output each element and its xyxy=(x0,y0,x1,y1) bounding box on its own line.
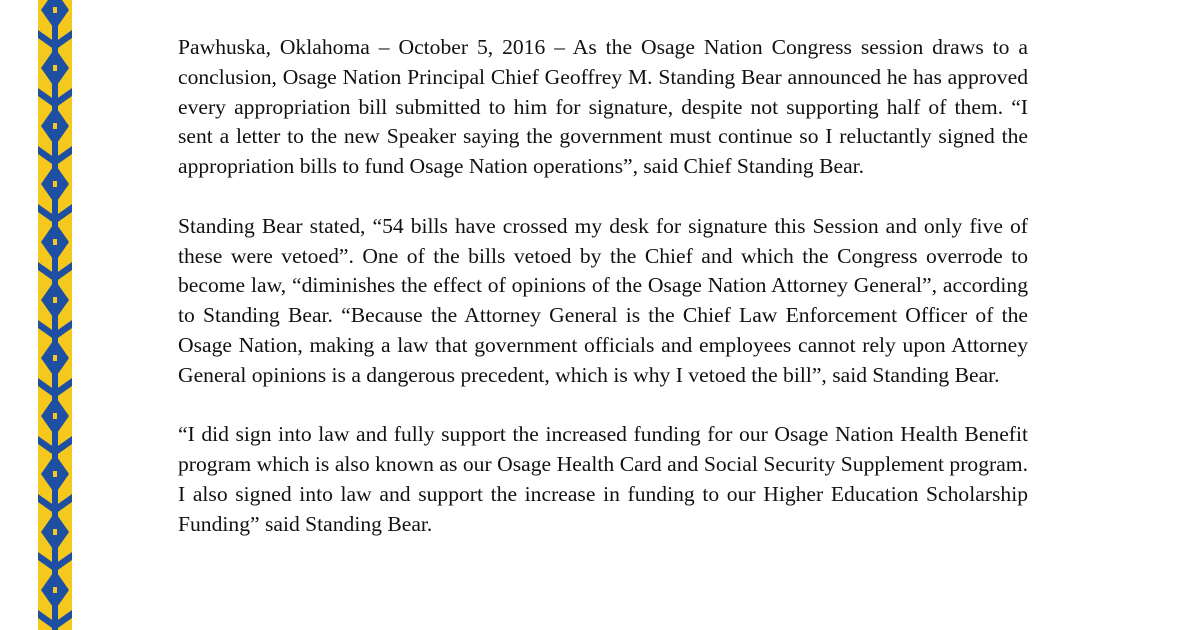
border-diamond-center xyxy=(53,529,57,535)
paragraph-funding: “I did sign into law and fully support the increased funding for our Osage Nation Health Benefit program which is also known as our Osage Health Card and Social Security Supplement program. I also signed into law and support the increase in funding to our Higher Education Scholarship Funding” said Standing Bear. xyxy=(178,422,1028,536)
border-diamond-center xyxy=(53,413,57,419)
border-diamond-center xyxy=(53,355,57,361)
ribbon-work-border-icon xyxy=(38,0,72,630)
border-diamond-center xyxy=(53,239,57,245)
border-diamond-center xyxy=(53,471,57,477)
border-diamond-center xyxy=(53,181,57,187)
border-diamond-center xyxy=(53,7,57,13)
border-diamond-center xyxy=(53,123,57,129)
border-diamond-center xyxy=(53,65,57,71)
border-diamond-center xyxy=(53,297,57,303)
border-diamond-center xyxy=(53,587,57,593)
paragraph-veto: Standing Bear stated, “54 bills have crossed my desk for signature this Session and only five of these were vetoed”. One of the bills vetoed by the Chief and which the Congress overrode to become law, “diminishes the effect of opinions of the Osage Nation Attorney General”, according to Standing Bear. “Because the Attorney General is the Chief Law Enforcement Officer of the Osage Nation, making a law that government officials and employees cannot rely upon Attorney General opinions is a dangerous precedent, which is why I vetoed the bill”, said Standing Bear. xyxy=(178,213,1028,387)
paragraph-intro: Pawhuska, Oklahoma – October 5, 2016 – As the Osage Nation Congress session draws to a conclusion, Osage Nation Principal Chief Geoffrey M. Standing Bear announced he has approved every appropriation bill submitted to him for signature, despite not supporting half of them. “I sent a letter to the new Speaker saying the government must continue so I reluctantly signed the appropriation bills to fund Osage Nation operations”, said Chief Standing Bear. xyxy=(178,35,1028,179)
press-release-body xyxy=(178,33,1028,569)
